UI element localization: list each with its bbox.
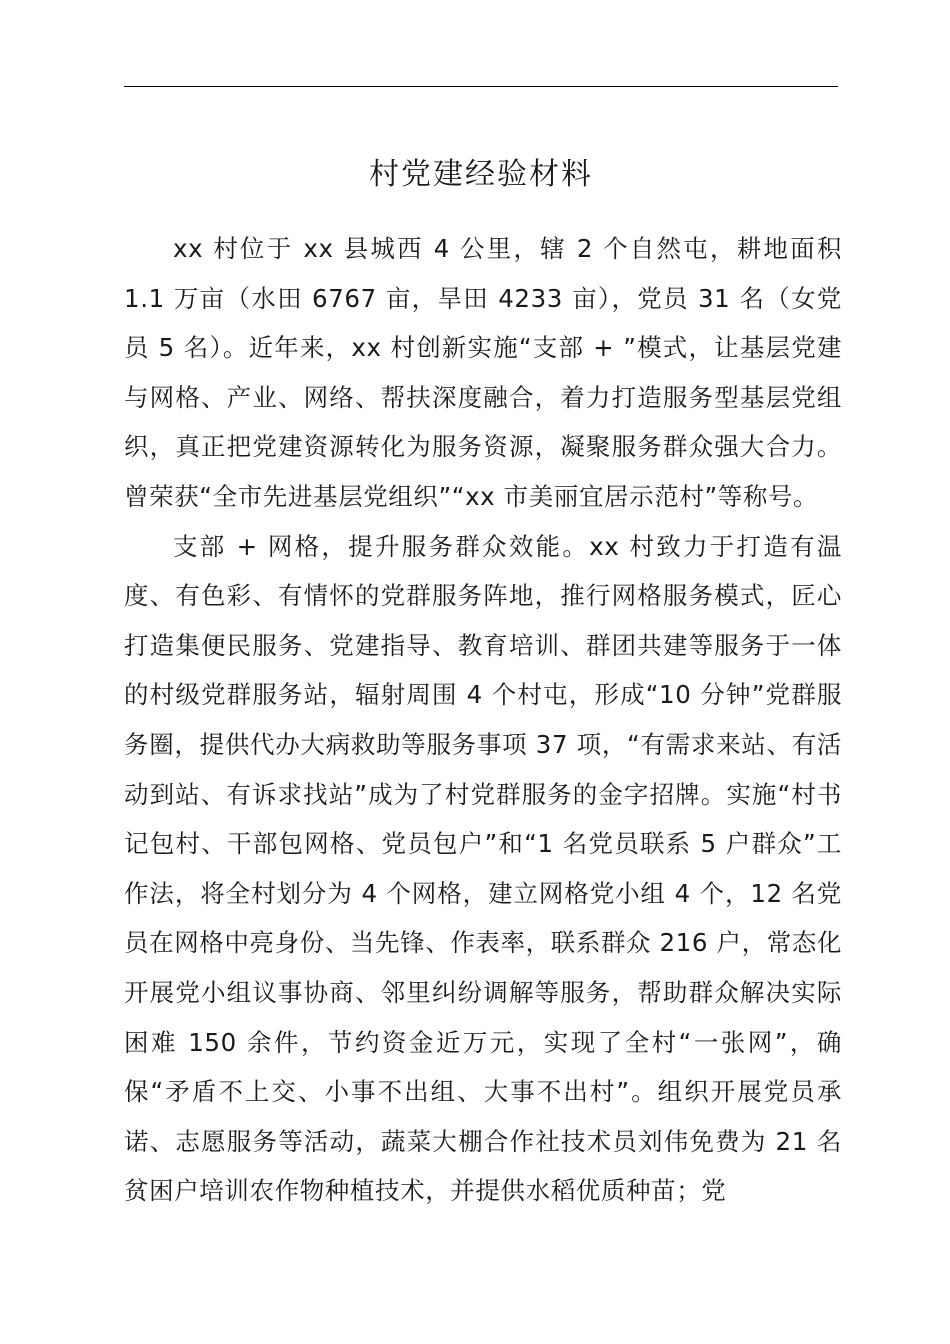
document-body (124, 224, 842, 1216)
paragraph-grid-service: 支部 + 网格，提升服务群众效能。xx 村致力于打造有温度、有色彩、有情怀的党群服务阵地，推行网格服务模式，匠心打造集便民服务、党建指导、教育培训、群团共建等服务于一体的村级党群服务站，辐射周围 4 个村屯，形成“10 分钟”党群服务圈，提供代办大病救助等服务事项 37 项，“有需求来站、有活动到站、有诉求找站”成为了村党群服务的金字招牌。实施“村书记包村、干部包网格、党员包户”和“1 名党员联系 5 户群众”工作法，将全村划分为 4 个网格，建立网格党小组 4 个，12 名党员在网格中亮身份、当先锋、作表率，联系群众 216 户，常态化开展党小组议事协商、邻里纠纷调解等服务，帮助群众解决实际困难 150 余件，节约资金近万元，实现了全村“一张网”，确保“矛盾不上交、小事不出组、大事不出村”。组织开展党员承诺、志愿服务等活动，蔬菜大棚合作社技术员刘伟免费为 21 名贫困户培训农作物种植技术，并提供水稻优质种苗；党 (124, 531, 842, 1206)
document-title: 村党建经验材料 (369, 157, 593, 192)
paragraph-intro: xx 村位于 xx 县城西 4 公里，辖 2 个自然屯，耕地面积 1.1 万亩（水田 6767 亩，旱田 4233 亩），党员 31 名（女党员 5 名）。近年来，xx 村创新实施“支部 + ”模式，让基层党建与网格、产业、网络、帮扶深度融合，着力打造服务型基层党组织，真正把党建资源转化为服务资源，凝聚服务群众强大合力。曾荣获“全市先进基层党组织”“xx 市美丽宜居示范村”等称号。 (124, 234, 842, 511)
header-divider (124, 86, 838, 87)
